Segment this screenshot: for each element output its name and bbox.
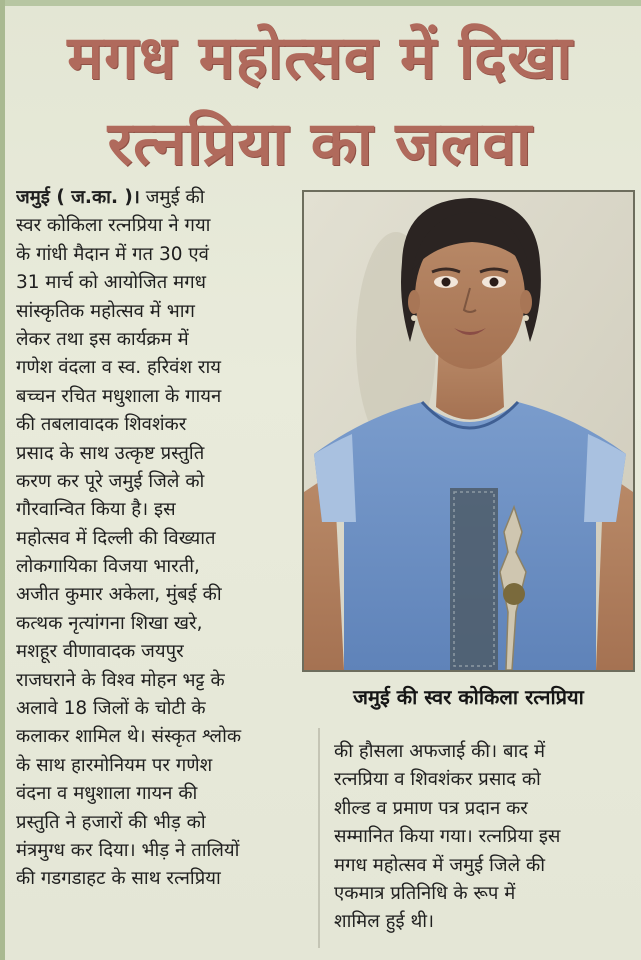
article-line: सम्मानित किया गया। रत्नप्रिया इस (334, 826, 561, 848)
headline-line-2: रत्नप्रिया का जलवा (107, 109, 533, 179)
article-line: प्रसाद के साथ उत्कृष्ट प्रस्तुति (16, 442, 205, 464)
dateline: जमुई ( ज.का. )। (16, 187, 140, 208)
portrait-photo (304, 192, 633, 670)
article-line: की गडगडाहट के साथ रत्नप्रिया (16, 868, 221, 890)
article-line: रत्नप्रिया व शिवशंकर प्रसाद को (334, 769, 541, 791)
article-line: सांस्कृतिक महोत्सव में भाग (16, 300, 195, 322)
column-divider (318, 728, 320, 948)
article-line: मशहूर वीणावादक जयपुर (16, 641, 184, 663)
article-line: के गांधी मैदान में गत 30 एवं (16, 243, 209, 265)
article-line: गणेश वंदला व स्व. हरिवंश राय (16, 357, 222, 379)
article-line: महोत्सव में दिल्ली की विख्यात (16, 527, 216, 549)
article-line: कत्थक नृत्यांगना शिखा खरे, (16, 612, 203, 634)
article-line: की हौसला अफजाई की। बाद में (334, 741, 546, 762)
article-line: गौरवान्वित किया है। इस (16, 499, 176, 521)
article-line: अलावे 18 जिलों के चोटी के (16, 698, 206, 720)
article-line: कलाकर शामिल थे। संस्कृत श्लोक (16, 726, 242, 748)
article-line (16, 184, 306, 212)
article-line: मगध महोत्सव में जमुई जिले की (334, 854, 546, 876)
article-line: की तबलावादक शिवशंकर (16, 414, 187, 436)
article-line: अजीत कुमार अकेला, मुंबई की (16, 584, 222, 606)
article-right-column (334, 738, 634, 937)
photo-frame (302, 190, 635, 672)
left-border (0, 0, 5, 960)
article-line: लेकर तथा इस कार्यक्रम में (16, 328, 189, 350)
article-line-text: जमुई की (139, 187, 205, 208)
article-line: स्वर कोकिला रत्नप्रिया ने गया (16, 215, 211, 237)
article-line: बच्चन रचित मधुशाला के गायन (16, 385, 222, 407)
article-line: वंदना व मधुशाला गायन की (16, 783, 198, 805)
top-border (0, 0, 641, 6)
headline-line-1: मगध महोत्सव में दिखा (67, 23, 573, 93)
article-line: शील्ड व प्रमाण पत्र प्रदान कर (334, 797, 528, 819)
article-line: प्रस्तुति ने हजारों की भीड़ को (16, 811, 206, 833)
article-line: राजघराने के विश्व मोहन भट्ट के (16, 669, 225, 691)
article-line: के साथ हारमोनियम पर गणेश (16, 754, 213, 776)
article-line: 31 मार्च को आयोजित मगध (16, 272, 207, 294)
article-line: लोकगायिका विजया भारती, (16, 556, 200, 578)
article-line: शामिल हुई थी। (334, 911, 435, 933)
article-left-column (16, 184, 306, 894)
article-line: मंत्रमुग्ध कर दिया। भीड़ ने तालियों (16, 839, 240, 861)
photo-caption: जमुई की स्वर कोकिला रत्नप्रिया (353, 685, 584, 709)
article-line: एकमात्र प्रतिनिधि के रूप में (334, 882, 516, 904)
article-line: करण कर पूरे जमुई जिले को (16, 470, 205, 492)
